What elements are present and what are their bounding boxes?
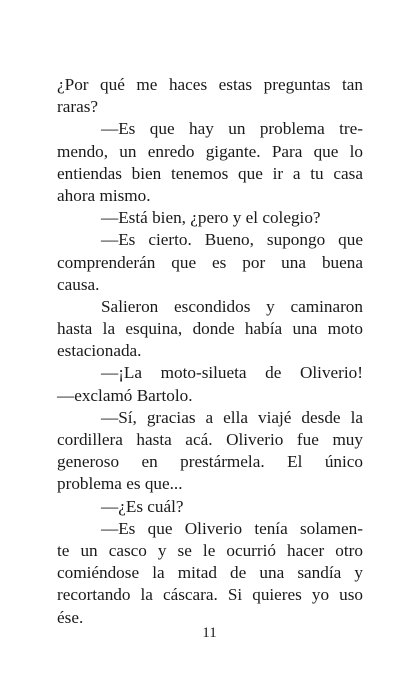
text-line: generoso en prestármela. El único [57,452,363,472]
text-line: recortando la cáscara. Si quieres yo uso [57,585,363,605]
body-text [57,74,363,629]
text-line: hasta la esquina, donde había una moto [57,319,363,339]
text-line: —exclamó Bartolo. [57,385,193,405]
text-line: cordillera hasta acá. Oliverio fue muy [57,430,363,449]
text-line: mendo, un enredo gigante. Para que lo [57,141,363,161]
text-line: entiendas bien tenemos que ir a tu casa [57,163,363,183]
text-line: te un casco y se le ocurrió hacer otro [57,540,363,560]
text-line: —Está bien, ¿pero y el colegio? [101,208,321,228]
text-line: comprenderán que es por una buena [57,252,363,272]
text-line: problema es que... [57,474,183,494]
text-line: ¿Por qué me haces estas preguntas tan [57,75,363,94]
text-line: raras? [57,97,99,117]
text-line: —Es que hay un problema tre- [101,119,363,139]
page-number: 11 [202,625,217,641]
text-line: causa. [57,274,100,294]
text-line: ése. [57,607,84,627]
text-line: —Sí, gracias a ella viajé desde la [101,407,363,427]
text-line: —Es cierto. Bueno, supongo que [101,230,363,250]
text-line: —¡La moto-silueta de Oliverio! [101,363,363,383]
text-line: —¿Es cuál? [101,496,184,516]
text-line: —Es que Oliverio tenía solamen- [101,518,363,538]
text-line: Salieron escondidos y caminaron [101,296,363,316]
text-line: ahora mismo. [57,185,151,205]
text-line: comiéndose la mitad de una sandía y [57,563,363,583]
text-line: estacionada. [57,341,142,361]
